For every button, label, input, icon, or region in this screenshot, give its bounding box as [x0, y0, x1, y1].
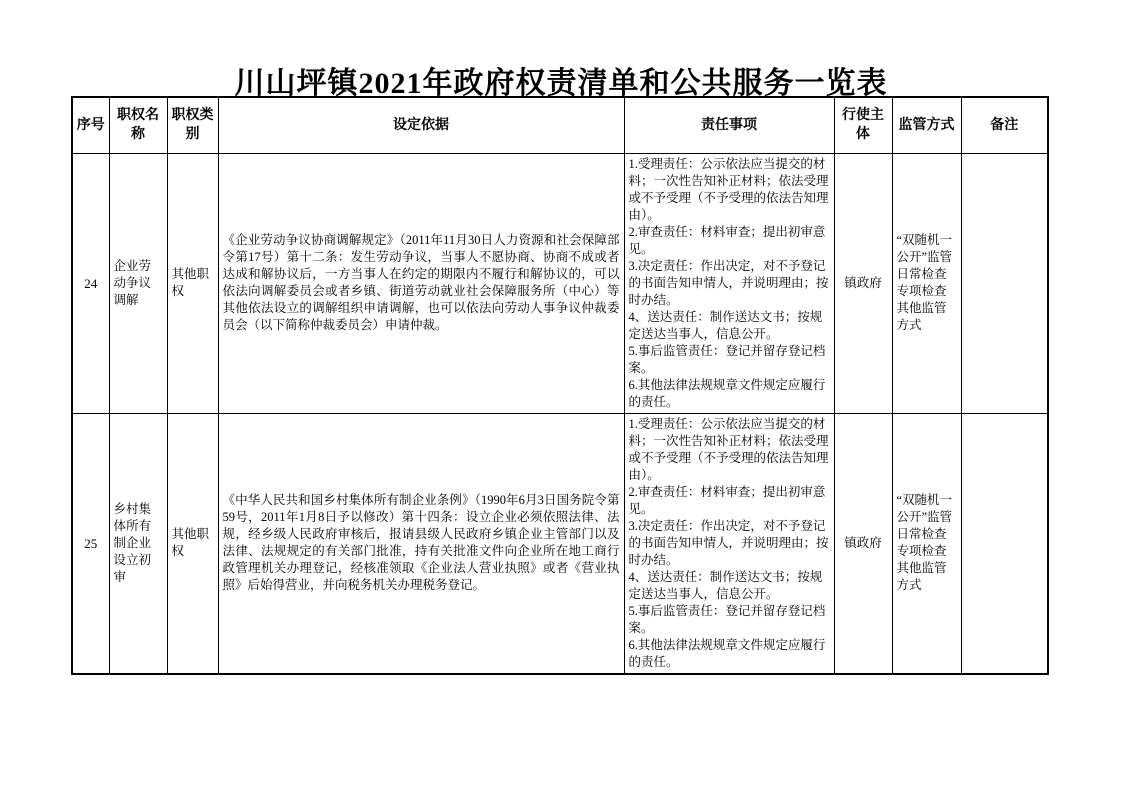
supervision-line: “双随机一公开”监管: [896, 493, 953, 524]
duty-item: 4、送达责任：制作送达文书；按规定送达当事人，信息公开。: [628, 309, 823, 341]
cell-power-name: 企业劳动争议调解: [109, 153, 167, 413]
col-header-duties: 责任事项: [624, 97, 834, 153]
supervision-line: 专项检查: [896, 544, 947, 558]
col-header-seq: 序号: [72, 97, 109, 153]
col-header-name: 职权名称: [109, 97, 167, 153]
supervision-line: 其他监管方式: [896, 301, 947, 332]
cell-power-category: 其他职权: [167, 413, 218, 674]
table-row: [72, 153, 1048, 413]
supervision-line: “双随机一公开”监管: [896, 233, 953, 264]
col-header-basis: 设定依据: [218, 97, 624, 153]
duty-item: 4、送达责任：制作送达文书；按规定送达当事人，信息公开。: [628, 569, 823, 601]
cell-seq: 24: [72, 153, 109, 413]
table-row: [72, 413, 1048, 674]
cell-setting-basis: 《中华人民共和国乡村集体所有制企业条例》（1990年6月3日国务院令第59号，2011年1月8日予以修改）第十四条：设立企业必须依照法律、法规，经乡级人民政府审核后，报请县级人民政府乡镇企业主管部门以及法律、法规规定的有关部门批准，持有关批准文件向企业所在地工商行政管理机关办理登记，经核准领取《企业法人营业执照》或者《营业执照》后始得营业，并向税务机关办理税务登记。: [218, 413, 624, 674]
cell-exercising-subject: 镇政府: [834, 153, 892, 413]
cell-power-name: 乡村集体所有制企业设立初审: [109, 413, 167, 674]
cell-duty-items: [624, 153, 834, 413]
duty-item: 2.审查责任：材料审查；提出初审意见。: [628, 484, 826, 516]
duty-item: 6.其他法律法规规章文件规定应履行的责任。: [628, 637, 826, 669]
duty-item: 2.审查责任：材料审查；提出初审意见。: [628, 224, 826, 256]
cell-remark: [961, 153, 1048, 413]
cell-power-category: 其他职权: [167, 153, 218, 413]
cell-duty-items: [624, 413, 834, 674]
table-header-row: [72, 97, 1048, 153]
cell-setting-basis: 《企业劳动争议协商调解规定》（2011年11月30日人力资源和社会保障部令第17号）第十二条：发生劳动争议，当事人不愿协商、协商不成或者达成和解协议后，一方当事人在约定的期限内不履行和解协议的，可以依法向调解委员会或者乡镇、街道劳动就业社会保障服务所（中心）等其他依法设立的调解组织申请调解，也可以依法向劳动人事争议仲裁委员会（以下简称仲裁委员会）申请仲裁。: [218, 153, 624, 413]
duty-item: 1.受理责任：公示依法应当提交的材料；一次性告知补正材料；依法受理或不予受理（不予受理的依法告知理由）。: [628, 416, 829, 482]
power-responsibility-table: [71, 96, 1049, 675]
duty-item: 5.事后监管责任：登记并留存登记档案。: [628, 603, 826, 635]
duty-item: 6.其他法律法规规章文件规定应履行的责任。: [628, 377, 826, 409]
duty-item: 3.决定责任：作出决定，对不予登记的书面告知申情人，并说明理由；按时办结。: [628, 518, 829, 567]
col-header-supervision: 监管方式: [892, 97, 961, 153]
col-header-remark: 备注: [961, 97, 1048, 153]
supervision-line: 其他监管方式: [896, 561, 947, 592]
supervision-line: 专项检查: [896, 284, 947, 298]
cell-supervision-method: [892, 153, 961, 413]
duty-item: 3.决定责任：作出决定，对不予登记的书面告知申情人，并说明理由；按时办结。: [628, 258, 829, 307]
duty-item: 5.事后监管责任：登记并留存登记档案。: [628, 343, 826, 375]
duty-item: 1.受理责任：公示依法应当提交的材料；一次性告知补正材料；依法受理或不予受理（不予受理的依法告知理由）。: [628, 156, 829, 222]
col-header-category: 职权类别: [167, 97, 218, 153]
cell-remark: [961, 413, 1048, 674]
cell-supervision-method: [892, 413, 961, 674]
cell-exercising-subject: 镇政府: [834, 413, 892, 674]
col-header-subject: 行使主体: [834, 97, 892, 153]
supervision-line: 日常检查: [896, 527, 947, 541]
cell-seq: 25: [72, 413, 109, 674]
supervision-line: 日常检查: [896, 267, 947, 281]
page-title: 川山坪镇2021年政府权责清单和公共服务一览表: [234, 67, 888, 100]
